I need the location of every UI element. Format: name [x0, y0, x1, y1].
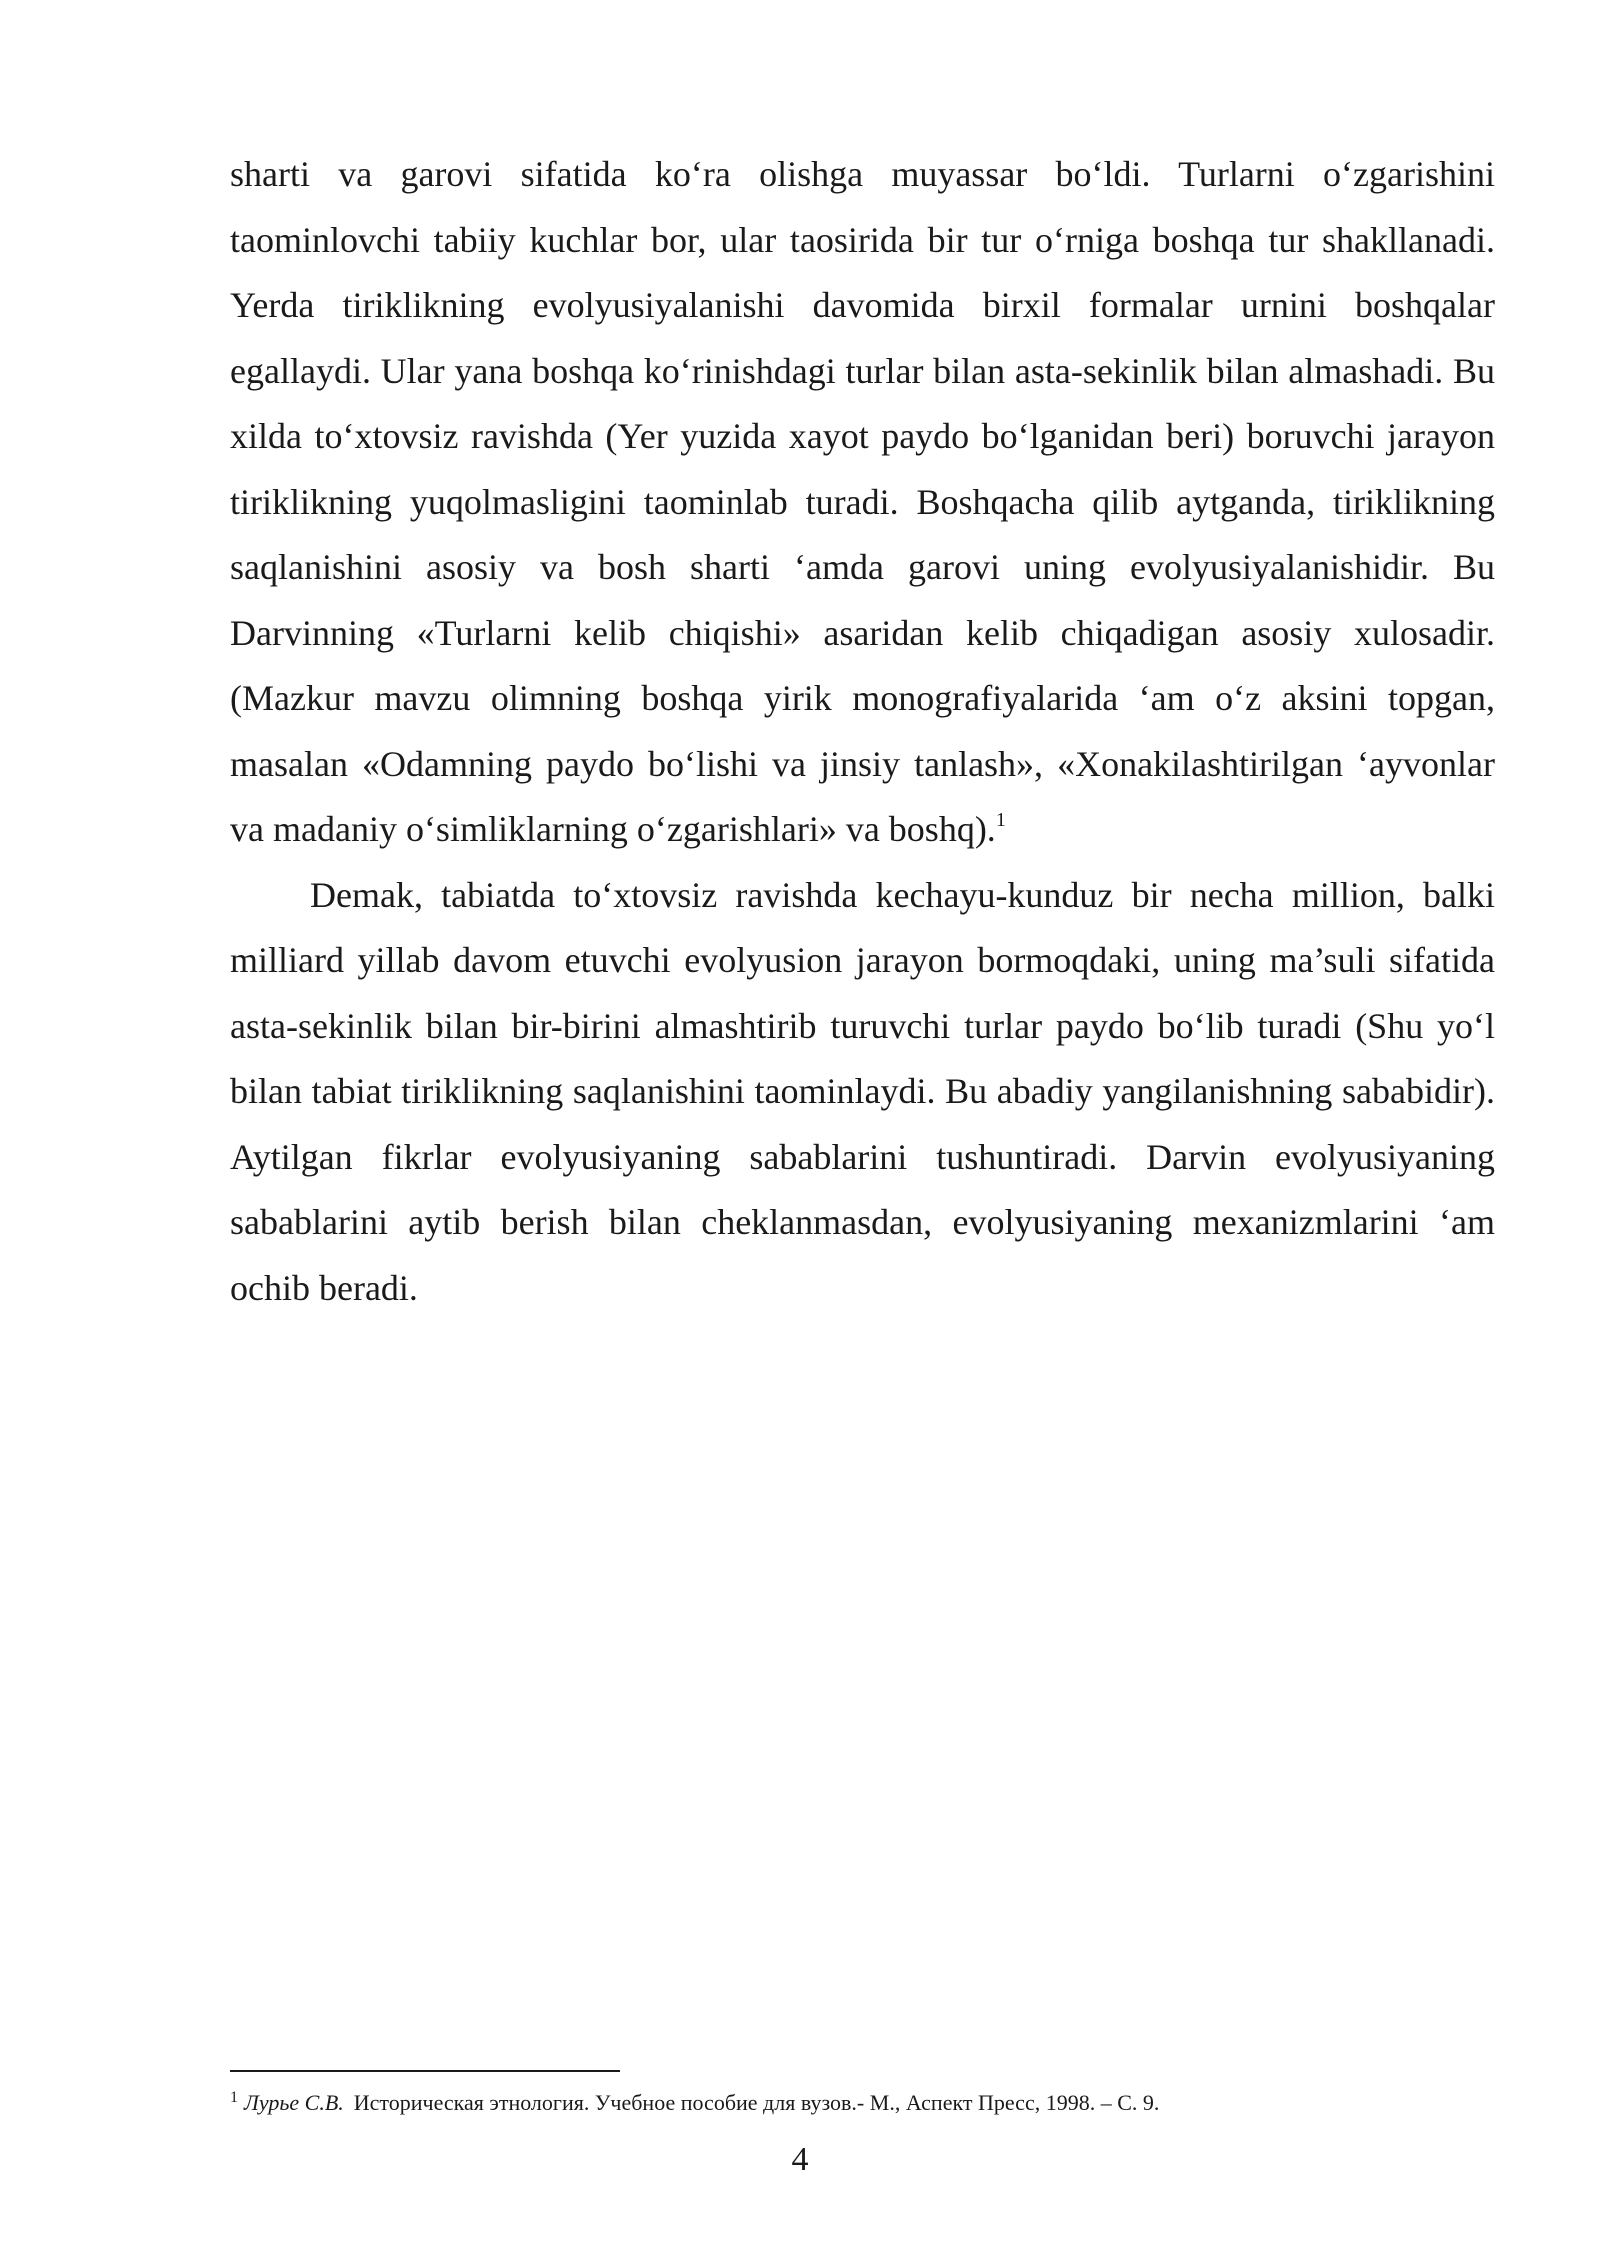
- footnote-separator: [230, 2070, 620, 2072]
- footnote: [230, 2088, 1495, 2118]
- main-text: [230, 142, 1495, 1321]
- paragraph-1: [230, 142, 1495, 863]
- paragraph-1-text: sharti va garovi sifatida ko‘ra olishga muyassar bo‘ldi. Turlarni o‘zgarishini taominlovchi tabiiy kuchlar bor, ular taosirida bir tur o‘rniga boshqa tur shakllanadi. Yerda tiriklikning evolyusiyalanishi davomida birxil formalar urnini boshqalar egallaydi. Ular yana boshqa ko‘rinishdagi turlar bilan asta-sekinlik bilan almashadi. Bu xilda to‘xtovsiz ravishda (Yer yuzida xayot paydo bo‘lganidan beri) boruvchi jarayon tiriklikning yuqolmasligini taominlab turadi. Boshqacha qilib aytganda, tiriklikning saqlanishini asosiy va bosh sharti ‘amda garovi uning evolyusiyalanishidir. Bu Darvinning «Turlarni kelib chiqishi» asaridan kelib chiqadigan asosiy xulosadir. (Mazkur mavzu olimning boshqa yirik monografiyalarida ‘am o‘z aksini topgan, masalan «Odamning paydo bo‘lishi va jinsiy tanlash», «Xonakilashtirilgan ‘ayvonlar va madaniy o‘simliklarning o‘zgarishlari» va boshq).: [230, 154, 1495, 849]
- footnote-author: Лурье С.В.: [244, 2090, 344, 2115]
- footnote-number: 1: [230, 2088, 238, 2106]
- paragraph-2: [230, 863, 1495, 1322]
- paragraph-2-text: Demak, tabiatda to‘xtovsiz ravishda kechayu-kunduz bir necha million, balki milliard yillab davom etuvchi evolyusion jarayon bormoqdaki, uning ma’suli sifatida asta-sekinlik bilan bir-birini almashtirib turuvchi turlar paydo bo‘lib turadi (Shu yo‘l bilan tabiat tiriklikning saqlanishini taominlaydi. Bu abadiy yangilanishning sababidir). Aytilgan fikrlar evolyusiyaning sabablarini tushuntiradi. Darvin evolyusiyaning sabablarini aytib berish bilan cheklanmasdan, evolyusiyaning mexanizmlarini ‘am ochib beradi.: [230, 874, 1495, 1308]
- footnote-text: Историческая этнология. Учебное пособие для вузов.- М., Аспект Пресс, 1998. – С. 9.: [353, 2090, 1160, 2115]
- footnote-reference[interactable]: 1: [995, 809, 1006, 831]
- page-number: 4: [791, 2141, 809, 2178]
